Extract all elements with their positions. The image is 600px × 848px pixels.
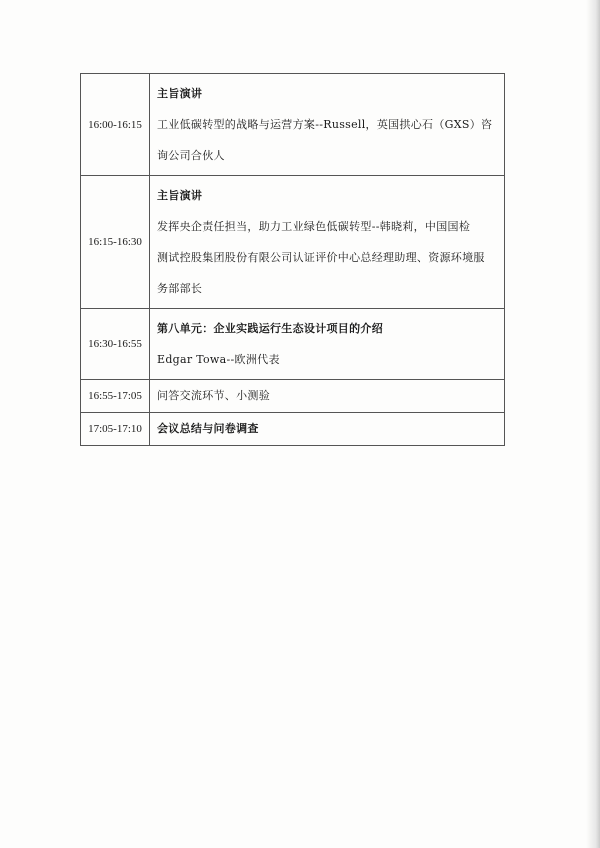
content-cell — [150, 309, 505, 380]
time-cell: 16:55-17:05 — [81, 380, 150, 413]
session-heading: 第八单元：企业实践运行生态设计项目的介绍 — [157, 322, 383, 335]
session-heading: 会议总结与问卷调查 — [157, 422, 259, 435]
page-edge-shadow — [586, 0, 600, 848]
agenda-row — [81, 74, 505, 176]
content-cell — [150, 380, 505, 413]
agenda-row — [81, 413, 505, 446]
session-detail: 务部部长 — [157, 282, 203, 295]
session-heading: 主旨演讲 — [157, 189, 203, 202]
agenda-row — [81, 380, 505, 413]
agenda-row — [81, 309, 505, 380]
session-detail: 测试控股集团股份有限公司认证评价中心总经理助理、资源环境服 — [157, 251, 485, 264]
time-cell: 16:00-16:15 — [81, 74, 150, 176]
session-detail: Edgar Towa--欧洲代表 — [157, 353, 280, 366]
content-cell — [150, 74, 505, 176]
time-cell: 17:05-17:10 — [81, 413, 150, 446]
session-detail: 询公司合伙人 — [157, 149, 225, 162]
agenda-row — [81, 176, 505, 309]
time-cell: 16:30-16:55 — [81, 309, 150, 380]
content-cell — [150, 413, 505, 446]
session-detail: 问答交流环节、小测验 — [157, 389, 270, 402]
session-detail: 工业低碳转型的战略与运营方案--Russell，英国拱心石（GXS）咨 — [157, 118, 493, 131]
time-cell: 16:15-16:30 — [81, 176, 150, 309]
session-detail: 发挥央企责任担当，助力工业绿色低碳转型--韩晓莉，中国国检 — [157, 220, 471, 233]
session-heading: 主旨演讲 — [157, 87, 203, 100]
agenda-table — [80, 73, 505, 446]
content-cell — [150, 176, 505, 309]
